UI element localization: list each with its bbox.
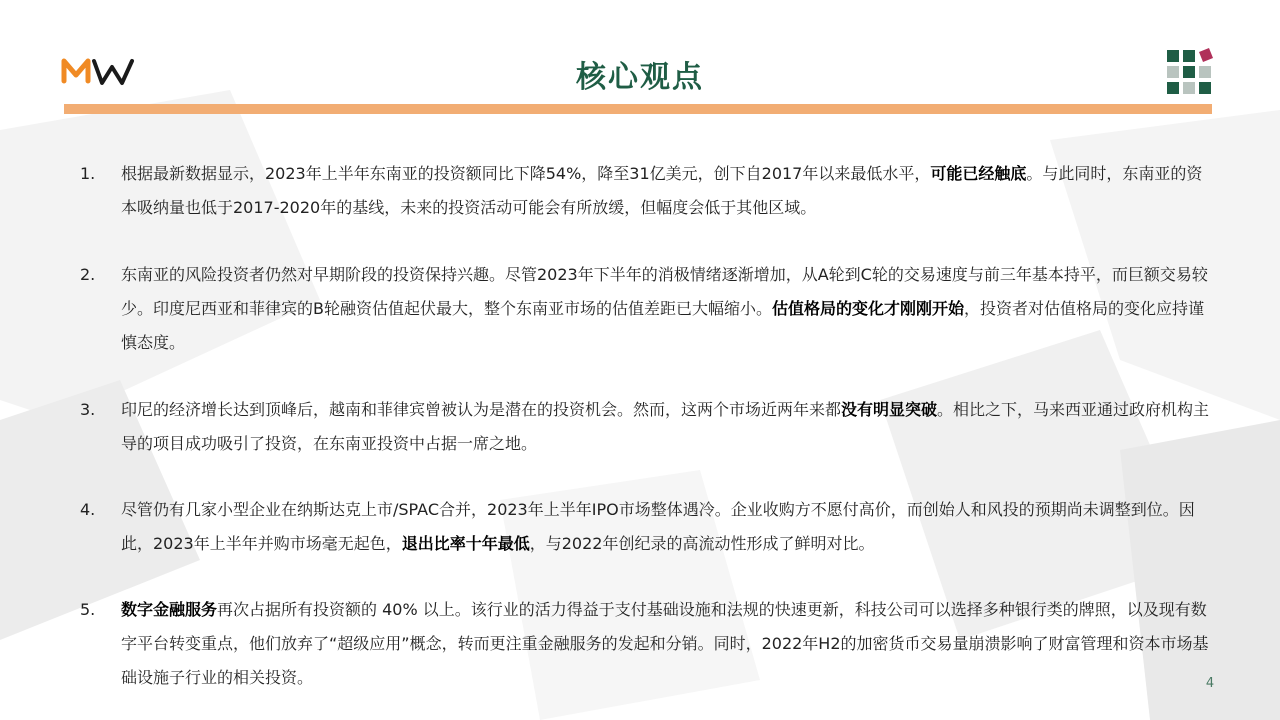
item-text-segment: 再次占据所有投资额的 40% 以上。该行业的活力得益于支付基础设施和法规的快速更新，科技公司可以选择多种银行类的牌照，以及现有数字平台转变重点，他们放弃了“超级应用”概念，转而更注重金融服务的发起和分销。同时，2022年H2的加密货币交易量崩溃影响了财富管理和资本市场基础设施子行业的相关投资。: [121, 600, 1209, 687]
item-highlight: 数字金融服务: [121, 600, 218, 619]
item-number: 3.: [80, 400, 96, 419]
item-number: 5.: [80, 600, 96, 619]
item-text-segment: 尽管仍有几家小型企业在纳斯达克上市/SPAC合并，2023年上半年IPO市场整体遇冷。企业收购方不愿付高价，而创始人和风投的预期尚未调整到位。因此，2023年上半年并购市场毫无起色，: [121, 500, 1195, 553]
item-text-segment: 印尼的经济增长达到顶峰后，越南和菲律宾曾被认为是潜在的投资机会。然而，这两个市场近两年来都: [121, 400, 842, 419]
item-highlight: 没有明显突破: [841, 400, 938, 419]
item-highlight: 估值格局的变化才刚刚开始: [771, 299, 964, 318]
item-number: 1.: [80, 164, 96, 183]
item-number: 4.: [80, 500, 96, 519]
item-text: [121, 393, 1211, 461]
item-text: [121, 258, 1211, 360]
item-text: [121, 157, 1211, 225]
item-text: [121, 593, 1211, 695]
item-text-segment: ，投资者对估值格局的变化应持谨慎态度。: [121, 299, 1205, 352]
item-text: [121, 493, 1211, 561]
page-number: 4: [1205, 676, 1215, 691]
page-title: 核心观点: [576, 60, 704, 95]
item-text-segment: 。相比之下，马来西亚通过政府机构主导的项目成功吸引了投资，在东南亚投资中占据一席之地。: [121, 400, 1210, 453]
item-text-segment: 东南亚的风险投资者仍然对早期阶段的投资保持兴趣。尽管2023年下半年的消极情绪逐渐增加，从A轮到C轮的交易速度与前三年基本持平，而巨额交易较少。印度尼西亚和菲律宾的B轮融资估值起伏最大，整个东南亚市场的估值差距已大幅缩小。: [121, 265, 1208, 318]
item-text-segment: 。与此同时，东南亚的资本吸纳量也低于2017-2020年的基线，未来的投资活动可能会有所放缓，但幅度会低于其他区域。: [121, 164, 1203, 217]
item-text-segment: ，与2022年创纪录的高流动性形成了鲜明对比。: [529, 534, 875, 553]
item-highlight: 可能已经触底: [930, 164, 1027, 183]
item-number: 2.: [80, 265, 96, 284]
item-text-segment: 根据最新数据显示，2023年上半年东南亚的投资额同比下降54%，降至31亿美元，创下自2017年以来最低水平，: [121, 164, 931, 183]
item-highlight: 退出比率十年最低: [401, 534, 530, 553]
